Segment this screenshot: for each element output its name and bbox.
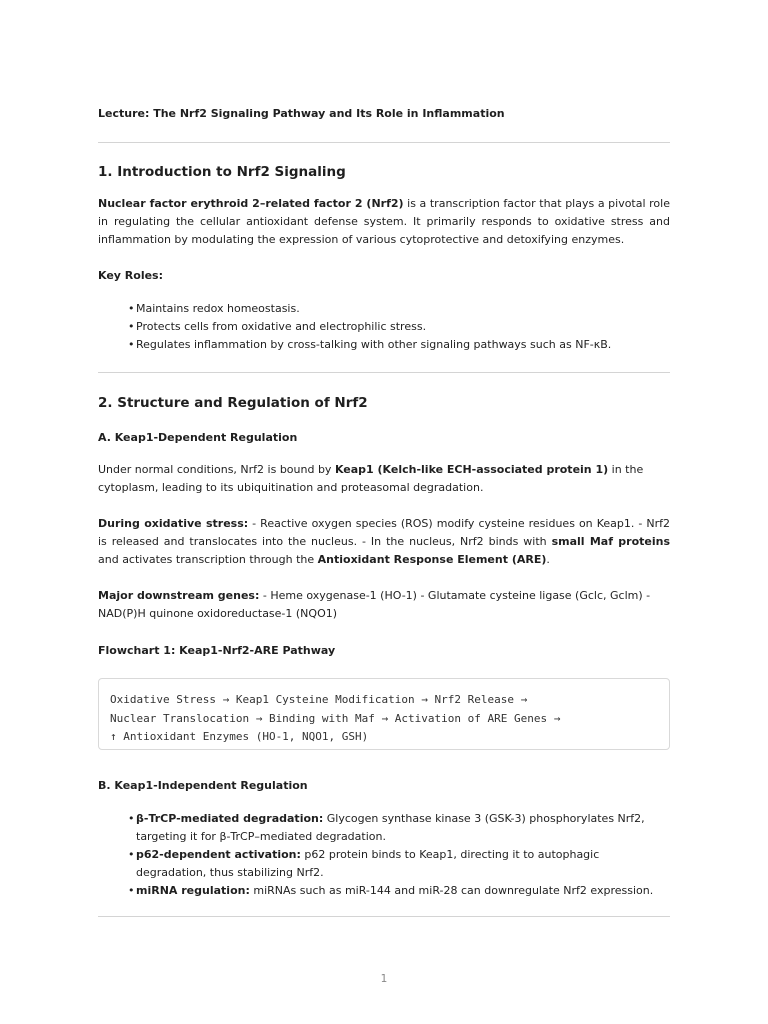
intro-bold-term: Nuclear factor erythroid 2–related factor 2 (Nrf2) bbox=[98, 197, 404, 210]
section-2-heading: 2. Structure and Regulation of Nrf2 bbox=[98, 395, 368, 411]
item-text: Glycogen synthase kinase 3 (GSK-3) phosphorylates Nrf2, targeting it for β-TrCP–mediated degradation. bbox=[136, 812, 645, 843]
key-roles-list bbox=[128, 300, 670, 354]
oxidative-stress-term: During oxidative stress: bbox=[98, 517, 249, 530]
divider bbox=[98, 372, 670, 373]
maf-term: small Maf proteins bbox=[551, 535, 671, 548]
text: in the cytoplasm, leading to its ubiquitination and proteasomal degradation. bbox=[98, 463, 644, 494]
text: - Heme oxygenase-1 (HO-1) - Glutamate cysteine ligase (Gclc, Gclm) - NAD(P)H quinone oxidoreductase-1 (NQO1) bbox=[98, 589, 651, 620]
key-roles-label: Key Roles: bbox=[98, 269, 163, 282]
list-item: • Regulates inflammation by cross-talking with other signaling pathways such as NF-κB. bbox=[128, 336, 670, 354]
downstream-genes-term: Major downstream genes: bbox=[98, 589, 260, 602]
flowchart-line: Oxidative Stress → Keap1 Cysteine Modification → Nrf2 Release → bbox=[110, 693, 528, 706]
subsection-a-paragraph-3 bbox=[98, 587, 670, 623]
list-item: • Maintains redox homeostasis. bbox=[128, 300, 670, 318]
text: . bbox=[546, 553, 550, 566]
flowchart-line: ↑ Antioxidant Enzymes (HO-1, NQO1, GSH) bbox=[110, 730, 369, 743]
subsection-a-paragraph-1 bbox=[98, 461, 670, 497]
item-text: miRNAs such as miR-144 and miR-28 can downregulate Nrf2 expression. bbox=[249, 884, 654, 897]
item-text: p62 protein binds to Keap1, directing it to autophagic degradation, thus stabilizing Nrf2. bbox=[136, 848, 600, 879]
flowchart-line: Nuclear Translocation → Binding with Maf → Activation of ARE Genes → bbox=[110, 711, 561, 725]
divider bbox=[98, 916, 670, 917]
section-1-intro bbox=[98, 195, 670, 249]
subsection-b-list bbox=[128, 810, 670, 900]
text: and activates transcription through the bbox=[98, 553, 318, 566]
list-item bbox=[128, 810, 670, 846]
keap1-term: Keap1 (Kelch-like ECH-associated protein 1) bbox=[334, 463, 609, 476]
text: Under normal conditions, Nrf2 is bound by bbox=[98, 463, 335, 476]
section-1-heading: 1. Introduction to Nrf2 Signaling bbox=[98, 164, 346, 180]
item-term: β-TrCP-mediated degradation: bbox=[136, 812, 324, 825]
intro-text: is a transcription factor that plays a pivotal role in regulating the cellular antioxidant defense system. It primarily responds to oxidative stress and inflammation by modulating the expression of various cytoprotective and detoxifying enzymes. bbox=[98, 197, 670, 246]
list-item bbox=[128, 882, 670, 900]
list-item: • Protects cells from oxidative and electrophilic stress. bbox=[128, 318, 670, 336]
item-term: miRNA regulation: bbox=[136, 884, 250, 897]
page-number: 1 bbox=[380, 973, 388, 985]
subsection-b-heading: B. Keap1-Independent Regulation bbox=[98, 779, 308, 792]
list-item bbox=[128, 846, 670, 882]
subsection-a-heading: A. Keap1-Dependent Regulation bbox=[98, 431, 298, 444]
flowchart-code-block bbox=[98, 678, 670, 750]
are-term: Antioxidant Response Element (ARE) bbox=[317, 553, 547, 566]
lecture-title: Lecture: The Nrf2 Signaling Pathway and Its Role in Inflammation bbox=[98, 107, 505, 120]
text: - Reactive oxygen species (ROS) modify cysteine residues on Keap1. - Nrf2 is released and translocates into the nucleus. - In the nucleus, Nrf2 binds with bbox=[98, 517, 670, 548]
subsection-a-paragraph-2 bbox=[98, 515, 670, 569]
item-term: p62-dependent activation: bbox=[136, 848, 301, 861]
divider bbox=[98, 142, 670, 143]
flowchart-label: Flowchart 1: Keap1-Nrf2-ARE Pathway bbox=[98, 644, 336, 657]
